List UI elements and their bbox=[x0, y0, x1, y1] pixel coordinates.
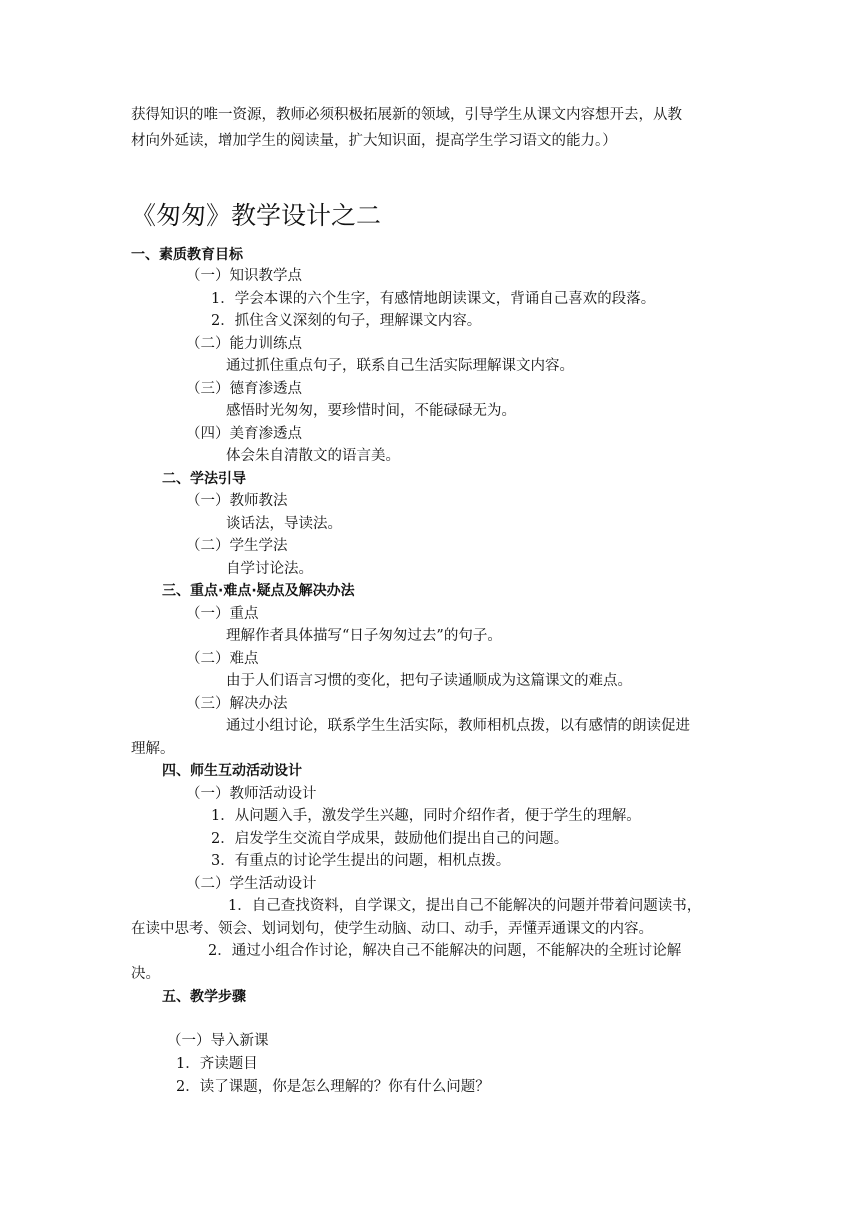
section-1-2-text: 通过抓住重点句子，联系自己生活实际理解课文内容。 bbox=[226, 358, 574, 374]
section-4-1-item-1: 1．从问题入手，激发学生兴趣，同时介绍作者，便于学生的理解。 bbox=[211, 808, 641, 824]
section-1-3-text: 感悟时光匆匆，要珍惜时间，不能碌碌无为。 bbox=[226, 403, 516, 419]
section-4-2-label: （二）学生活动设计 bbox=[186, 876, 317, 892]
section-3-2-text: 由于人们语言习惯的变化，把句子读通顺成为这篇课文的难点。 bbox=[226, 673, 632, 689]
section-1-4-label: （四）美育渗透点 bbox=[186, 426, 302, 442]
section-1-2-label: （二）能力训练点 bbox=[186, 336, 302, 352]
section-4-2-item-1b: 在读中思考、领会、划词划句，使学生动脑、动口、动手，弄懂弄通课文的内容。 bbox=[131, 921, 653, 937]
intro-line-2: 材向外延读，增加学生的阅读量，扩大知识面，提高学生学习语文的能力。） bbox=[131, 133, 617, 149]
section-1-heading: 一、素质教育目标 bbox=[131, 247, 243, 263]
section-4-1-item-2: 2．启发学生交流自学成果，鼓励他们提出自己的问题。 bbox=[211, 831, 569, 847]
section-2-2-label: （二）学生学法 bbox=[186, 538, 288, 554]
section-1-1-item-1: 1．学会本课的六个生字，有感情地朗读课文，背诵自己喜欢的段落。 bbox=[211, 291, 656, 307]
section-4-2-item-1a: 1．自己查找资料，自学课文，提出自己不能解决的问题并带着问题读书， bbox=[228, 898, 702, 914]
section-4-1-item-3: 3．有重点的讨论学生提出的问题，相机点拨。 bbox=[211, 853, 511, 869]
section-1-1-item-2: 2．抓住含义深刻的句子，理解课文内容。 bbox=[211, 313, 482, 329]
section-1-1-label: （一）知识教学点 bbox=[186, 268, 302, 284]
page-title: 《匆匆》教学设计之二 bbox=[131, 201, 382, 230]
section-2-heading: 二、学法引导 bbox=[162, 471, 246, 487]
section-3-3-text-1: 通过小组讨论，联系学生生活实际，教师相机点拨，以有感情的朗读促进 bbox=[226, 718, 690, 734]
section-5-heading: 五、教学步骤 bbox=[162, 989, 246, 1005]
section-4-heading: 四、师生互动活动设计 bbox=[162, 763, 302, 779]
section-3-heading: 三、重点·难点·疑点及解决办法 bbox=[162, 583, 355, 599]
section-2-2-text: 自学讨论法。 bbox=[226, 561, 313, 577]
section-3-3-label: （三）解决办法 bbox=[186, 696, 288, 712]
section-2-1-label: （一）教师教法 bbox=[186, 493, 288, 509]
section-5-1-label: （一）导入新课 bbox=[167, 1033, 269, 1049]
section-2-1-text: 谈话法，导读法。 bbox=[226, 516, 342, 532]
section-3-3-text-2: 理解。 bbox=[131, 741, 175, 757]
section-3-1-label: （一）重点 bbox=[186, 606, 259, 622]
intro-line-1: 获得知识的唯一资源，教师必须积极拓展新的领域，引导学生从课文内容想开去，从教 bbox=[131, 107, 682, 123]
section-3-1-text: 理解作者具体描写“日子匆匆过去”的句子。 bbox=[226, 628, 502, 644]
section-4-1-label: （一）教师活动设计 bbox=[186, 786, 317, 802]
section-4-2-item-2a: 2．通过小组合作讨论，解决自己不能解决的问题，不能解决的全班讨论解 bbox=[208, 943, 682, 959]
section-4-2-item-2b: 决。 bbox=[131, 966, 160, 982]
section-1-4-text: 体会朱自清散文的语言美。 bbox=[226, 448, 400, 464]
section-1-3-label: （三）德育渗透点 bbox=[186, 381, 302, 397]
section-3-2-label: （二）难点 bbox=[186, 651, 259, 667]
section-5-1-item-2: 2．读了课题，你是怎么理解的？你有什么问题？ bbox=[176, 1079, 490, 1095]
section-5-1-item-1: 1．齐读题目 bbox=[176, 1056, 258, 1072]
